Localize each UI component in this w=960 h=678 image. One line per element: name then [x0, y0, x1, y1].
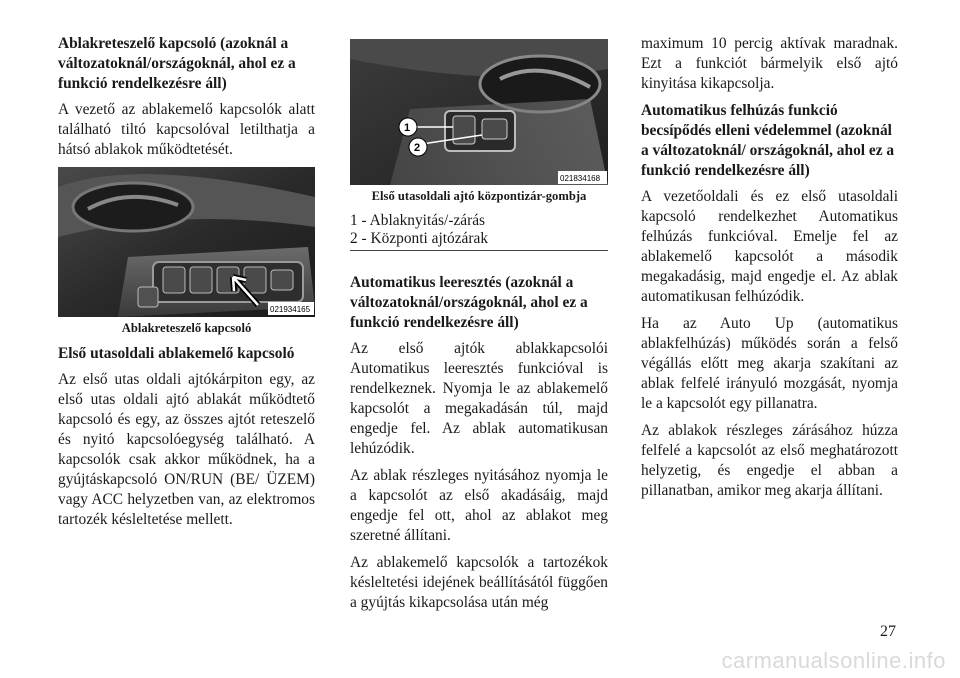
auto-up-paragraph-1: A vezetőoldali és ez első utasoldali kapcsoló rendelkezhet Automatikus felhúzás funkcióval. Emelje fel az ablakemelő kapcsolót a második megakadásig, majd engedje el. Az ablak automatikusan felhúzódik. — [641, 188, 898, 305]
legend-item-2: 2 - Központi ajtózárak — [350, 230, 489, 247]
window-lock-paragraph: A vezető az ablakemelő kapcsolók alatt található tiltó kapcsolóval letilthatja a hátsó ablakok működtetését. — [58, 101, 315, 158]
watermark: carmanualsonline.info — [721, 648, 946, 673]
auto-down-paragraph-1: Az első ajtók ablakkapcsolói Automatikus leeresztés funkcióval is rendelkeznek. Nyomja le az ablakemelő kapcsolót a megakadásán túl, majd engedje fel. Az ablak automatikusan lehúzódik. — [350, 340, 608, 457]
callout-2-label: 2 — [414, 142, 421, 154]
column-3 — [641, 34, 898, 508]
photo-legend — [350, 212, 608, 248]
column-2 — [350, 34, 608, 620]
photo-code-label: 021934165 — [270, 305, 311, 314]
auto-down-paragraph-2: Az ablak részleges nyitásához nyomja le a kapcsolót az első akadásáig, majd engedje fel ott, ahol az ablakot meg szeretné állítani. — [350, 467, 608, 544]
auto-down-heading: Automatikus leeresztés (azoknál a változatoknál/országoknál, ahol ez a funkció rendelkezésre áll) — [350, 274, 588, 331]
continuation-paragraph: maximum 10 percig aktívak maradnak. Ezt a funkciót bármelyik első ajtó kinyitása kikapcsolja. — [641, 35, 898, 92]
window-lock-heading: Ablakreteszelő kapcsoló (azoknál a változatoknál/országoknál, ahol ez a funkció rendelkezésre áll) — [58, 35, 296, 92]
window-lock-switch-photo — [58, 167, 315, 317]
legend-divider — [350, 250, 608, 251]
auto-up-paragraph-2: Ha az Auto Up (automatikus ablakfelhúzás) működés során a felső végállás előtt meg akarja szakítani az ablak felfelé irányuló mozgását, nyomja le a kapcsolót egy pillanatra. — [641, 315, 898, 412]
column-1 — [58, 34, 315, 537]
legend-item-1: 1 - Ablaknyitás/-zárás — [350, 212, 486, 229]
auto-up-paragraph-3: Az ablakok részleges zárásához húzza felfelé a kapcsolót az első meghatározott helyzetig, és engedje el abban a pillanatban, amikor meg akarja állítani. — [641, 422, 898, 499]
auto-up-heading: Automatikus felhúzás funkció becsípődés elleni védelemmel (azoknál a változatoknál/ országoknál, ahol ez a funkció rendelkezésre áll) — [641, 102, 895, 179]
passenger-door-lock-photo — [350, 39, 608, 185]
auto-down-paragraph-3: Az ablakemelő kapcsolók a tartozékok késleltetési idejének beállításától függően a gyújtás kikapcsolása után még — [350, 554, 608, 611]
passenger-switch-paragraph: Az első utas oldali ajtókárpiton egy, az első utas oldali ajtó ablakát működtető kapcsoló és egy, az összes ajtót reteszelő és nyitó kapcsolóegység található. A kapcsolók csak akkor működnek, ha a gyújtáskapcsoló ON/RUN (BE/ ÜZEM) vagy ACC helyzetben van, az elektromos tartozék késleltetése mellett. — [58, 371, 315, 528]
photo-code-label: 021834168 — [560, 174, 601, 183]
page-number: 27 — [880, 623, 896, 640]
window-lock-caption: Ablakreteszelő kapcsoló — [121, 321, 252, 335]
door-lock-caption: Első utasoldali ajtó központizár-gombja — [371, 189, 587, 203]
callout-1-label: 1 — [404, 122, 411, 134]
passenger-switch-heading: Első utasoldali ablakemelő kapcsoló — [58, 345, 295, 362]
